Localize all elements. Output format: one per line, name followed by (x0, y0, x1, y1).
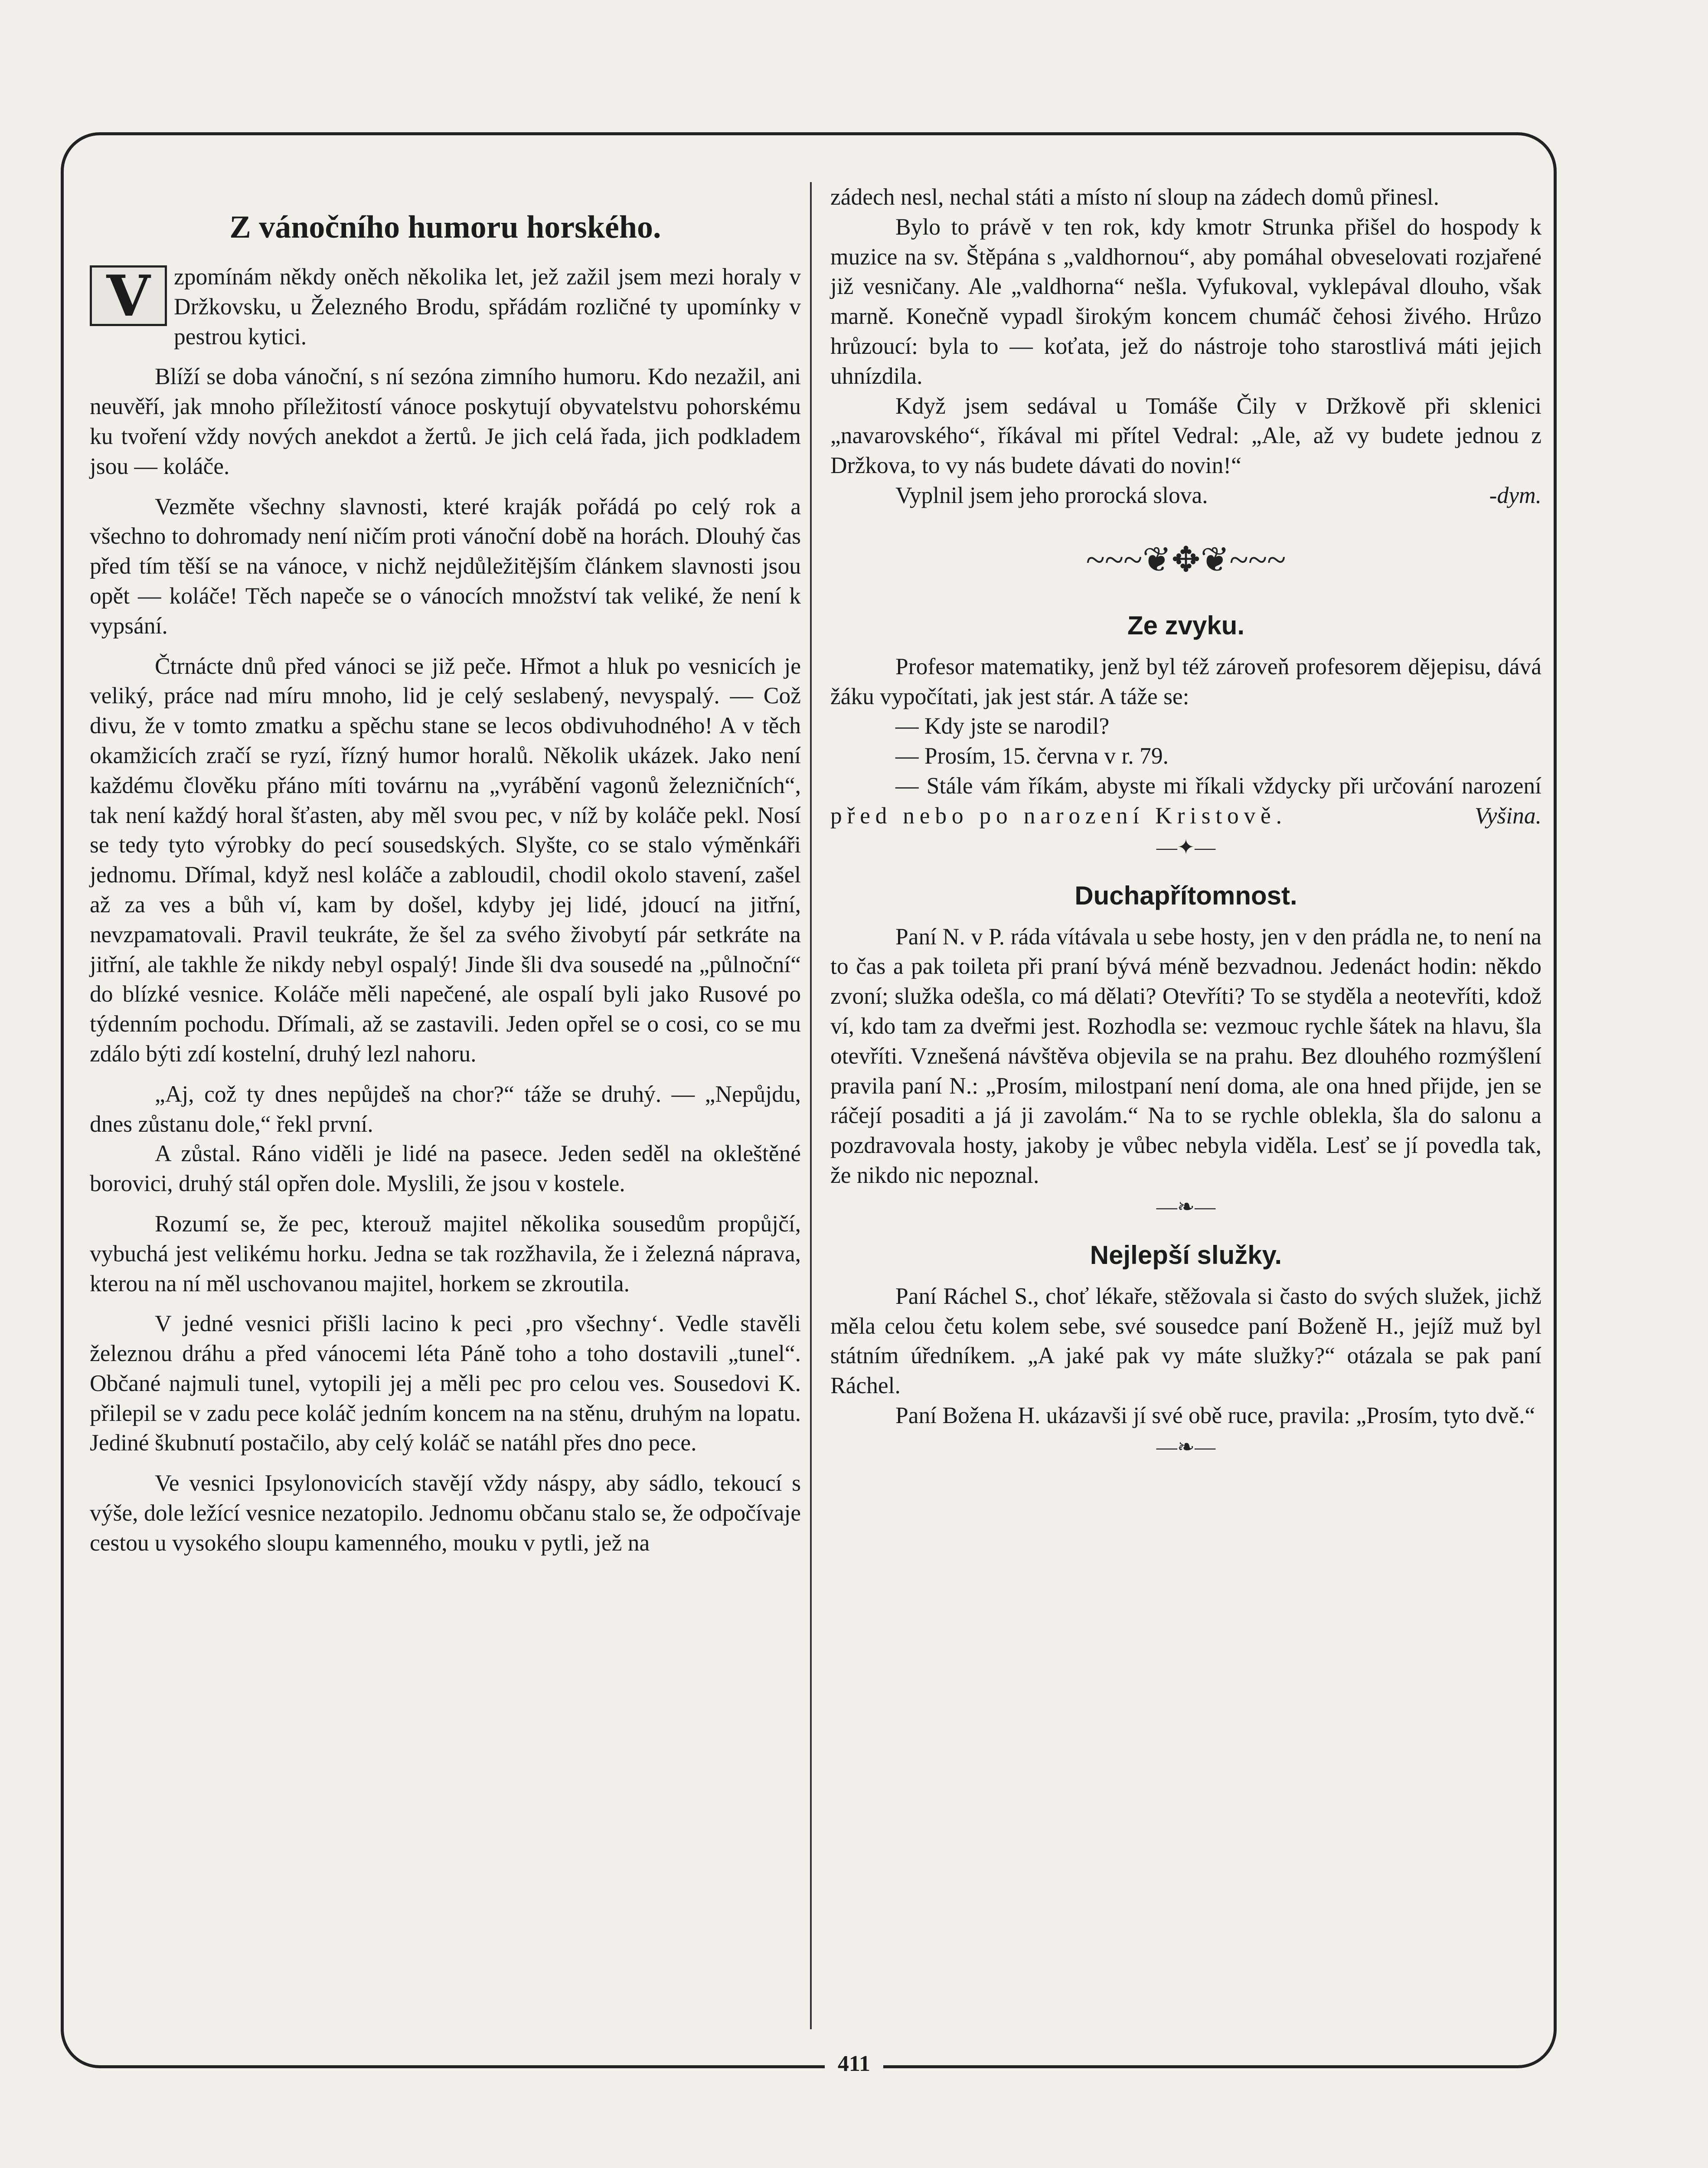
right-column (830, 182, 1541, 1480)
column-divider (810, 182, 812, 2029)
signature: Vyšina. (1474, 802, 1541, 829)
article-paragraph: V zpomínám někdy oněch několika let, jež zažil jsem mezi horaly v Držkovsku, u Železného Brodu, spřádám rozličné ty upomínky v pestrou kytici. (90, 262, 801, 351)
article-paragraph: Bylo to právě v ten rok, kdy kmotr Strunka přišel do hospody k muzice na sv. Štěpána s „valdhornou“, aby pomáhal obveselovati rozjařené již vesničany. Ale „valdhorna“ nešla. Vyfukoval, vyklepával dlouho, však marně. Konečně vypadl širokým koncem chumáč čehosi živého. Hrůzo hrůzoucí: byla to — koťata, jež do nástroje toho starostlivá máti jejich uhnízdila. (830, 213, 1541, 389)
article-continuation: zádech nesl, nechal státi a místo ní sloup na zádech domů přinesl. (830, 184, 1439, 210)
page-number: 411 (0, 2051, 1708, 2077)
article-closing-line: Vyplnil jsem jeho prorocká slova. -dym. (830, 480, 1541, 510)
article-title: Z vánočního humoru horského. (229, 209, 661, 245)
article-paragraph: Blíží se doba vánoční, s ní sezóna zimního humoru. Kdo nezažil, ani neuvěří, jak mnoho příležitostí vánoce poskytují obyvatelstvu pohorskému ku tvoření vždy nových anekdot a žertů. Je jich celá řada, jich podkladem jsou — koláče. (90, 363, 801, 479)
ornament-divider: —❧— (1156, 1435, 1216, 1459)
article-paragraph: Rozumí se, že pec, kterouž majitel několika sousedům propůjčí, vybuchá jest velikému horku. Jedna se tak rozžhavila, že i železná náprava, kterou na ní měl uschovanou majitel, horkem se zkroutila. (90, 1210, 801, 1296)
article-paragraph: „Aj, což ty dnes nepůjdeš na chor?“ táže se druhý. — „Nepůjdu, dnes zůstanu dole,“ řekl první. (90, 1081, 801, 1137)
article-paragraph: Čtrnácte dnů před vánoci se již peče. Hřmot a hluk po vesnicích je veliký, práce nad míru mnoho, lid je celý seslabený, nevyspalý. — Což divu, že v tomto zmatku a spěchu stane se lecos obdivuhodného! A v těch okamžicích zračí se ryzí, řízný humor horalů. Několik ukázek. Jako není každému člověku přáno míti továrnu na „vyrábění vagonů železničních“, tak není každý horal šťasten, aby měl svou pec, v níž by koláče pekl. Nosí se tedy tyto výrobky do pecí sousedských. Slyšte, co se stalo výměnkáři jednomu. Dřímal, když nesl koláče a zabloudil, chodil okolo stavení, zašel až za ves a bůh ví, kam by došel, kdyby jej lidé, jdoucí na jitřní, nevzpamatovali. Pravil teukráte, že šel za svého živobytí pár setkráte na jitřní, ale takhle že nikdy nebyl ospalý! Jinde šli dva sousedé na „půlnoční“ do blízké vesnice. Koláče měli napečené, ale ospalí byli jako Rusové po týdenním pochodu. Dřímali, až se zastavili. Jeden opřel se o cosi, co se mu zdálo býti zdí kostelní, druhý lezl nahoru. (90, 653, 801, 1067)
ornament-divider: —✦— (1156, 836, 1216, 859)
article-paragraph: Vezměte všechny slavnosti, které kraják pořádá po celý rok a všechno to dohromady není ničím proti vánoční době na horách. Dlouhý čas před tím těší se na vánoce, v nichž nejdůležitějším článkem slavnosti jsou opět — koláče! Těch napeče se o vánocích množství tak veliké, že není k vypsání. (90, 493, 801, 639)
article-paragraph: Když jsem sedával u Tomáše Čily v Držkově při sklenici „navarovského“, říkával mi přítel Vedral: „Ale, až vy budete jednou z Držkova, to vy nás budete dávati do novin!“ (830, 392, 1541, 479)
dialogue-line: — Stále vám říkám, abyste mi říkali vždycky při určování narození před nebo po narození Kristově. Vyšina. (830, 771, 1541, 831)
article-paragraph: V jedné vesnici přišli lacino k peci ‚pro všechny‘. Vedle stavěli železnou dráhu a před vánocemi léta Páně toho a toho dostavili „tunel“. Občané najmuli tunel, vytopili jej a měli pec pro celou ves. Sousedovi K. přilepil se v zadu pece koláč jedním koncem na na stěnu, druhým na lopatu. Jediné škubnutí postačilo, aby celý koláč se natáhl přes dno pece. (90, 1310, 801, 1456)
left-column (90, 182, 801, 1558)
section-title: Ze zvyku. (1127, 611, 1245, 640)
dialogue-line: — Prosím, 15. června v r. 79. (895, 743, 1169, 769)
section-paragraph: Paní Ráchel S., choť lékaře, stěžovala si často do svých služek, jichž měla celou četu kolem sebe, své sousedce paní Boženě H., jejíž muž byl státním úředníkem. „A jaké pak vy máte služky?“ otázala se pak paní Ráchel. (830, 1283, 1541, 1399)
dialogue-line: — Kdy jste se narodil? (895, 713, 1110, 739)
ornament-divider: ~~~❦✥❦~~~ (1086, 541, 1286, 579)
dropcap-initial: V (90, 265, 167, 326)
signature: -dym. (1489, 482, 1541, 508)
section-paragraph: Profesor matematiky, jenž byl též zároveň profesorem dějepisu, dává žáku vypočítati, jak jest stár. A táže se: (830, 653, 1541, 709)
section-paragraph: Paní Božena H. ukázavši jí své obě ruce, pravila: „Prosím, tyto dvě.“ (895, 1402, 1535, 1428)
section-paragraph: Paní N. v P. ráda vítávala u sebe hosty, jen v den prádla ne, to není na to čas a pak toileta při praní bývá méně bezvadnou. Jedenáct hodin: někdo zvoní; služka odešla, co má dělati? Otevříti? To se styděla a neotevříti, kdož ví, kdo tam za dveřmi jest. Rozhodla se: vezmouc rychle šátek na hlavu, šla otevříti. Vznešená návštěva objevila se na prahu. Bez dlouhého rozmýšlení pravila paní N.: „Prosím, milostpaní není doma, ale ona hned přijde, jen se ráčejí posaditi a já ji zavolám.“ Na to se rychle oblekla, šla do salonu a pozdravovala hosty, jakoby je vůbec nebyla viděla. Lesť se jí povedla tak, že nikdo nic nepoznal. (830, 923, 1541, 1188)
ornament-divider: —❧— (1156, 1195, 1216, 1218)
section-title: Duchapřítomnost. (1074, 881, 1297, 910)
section-title: Nejlepší služky. (1090, 1240, 1282, 1270)
article-paragraph: A zůstal. Ráno viděli je lidé na pasece. Jeden seděl na okleštěné borovici, druhý stál opřen dole. Myslili, že jsou v kostele. (90, 1140, 801, 1197)
article-paragraph: Ve vesnici Ipsylonovicích stavějí vždy náspy, aby sádlo, tekoucí s výše, dole ležící vesnice nezatopilo. Jednomu občanu stalo se, že odpočívaje cestou u vysokého sloupu kamenného, mouku v pytli, jež na (90, 1470, 801, 1556)
